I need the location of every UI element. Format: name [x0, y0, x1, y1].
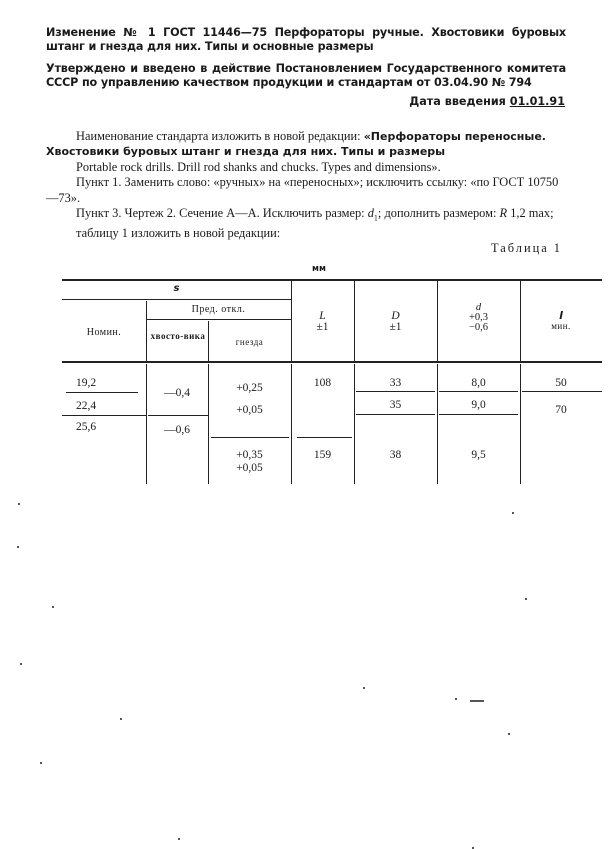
p3-text-b: ; дополнить размером: — [377, 206, 500, 221]
nominal-3: 25,6 — [76, 421, 97, 433]
paragraph-item-1: Пункт 1. Заменить слово: «ручных» на «переносных»; исключить ссылку: «по ГОСТ 10750—73». — [46, 175, 559, 205]
rule-row1-nom — [66, 392, 138, 393]
scan-speck — [512, 512, 514, 514]
D-symbol: D — [391, 310, 400, 322]
paragraph-item-3 — [46, 206, 566, 226]
rule-row2-shank — [148, 415, 208, 416]
table-units: мм — [312, 264, 326, 274]
scan-speck — [120, 718, 122, 720]
d-value-2: 9,0 — [471, 399, 486, 411]
paragraph-title-change — [46, 129, 566, 160]
D-value-2: 35 — [389, 399, 402, 411]
scan-speck — [455, 698, 457, 700]
D-value-3: 38 — [389, 449, 402, 461]
paragraph-english-title: Portable rock drills. Drill rod shanks and chucks. Types and dimensions». — [76, 159, 441, 174]
approval-statement: Утверждено и введено в действие Постановлением Государственного комитета СССР по управлению качеством продукции и стандартам от 03.04.90 № 794 — [46, 62, 566, 89]
header-D — [354, 311, 437, 333]
header-shank: хвосто-вика — [150, 331, 206, 341]
l-value-1: 50 — [555, 377, 567, 389]
rule-l-1 — [522, 391, 602, 392]
rule-under-s — [62, 299, 291, 300]
scan-speck — [178, 838, 180, 840]
scan-speck — [20, 663, 22, 665]
rule-under-tolerance — [146, 319, 291, 320]
nominal-2: 22,4 — [76, 400, 97, 412]
d-tol-lower: −0,6 — [468, 322, 489, 333]
p3-symbol-r: R — [499, 206, 508, 221]
effective-date — [409, 95, 565, 108]
scan-speck — [508, 733, 510, 735]
header-tolerance: Пред. откл. — [191, 304, 246, 315]
chuck-tol-1-upper: +0,25 — [236, 382, 263, 394]
amendment-body — [46, 129, 566, 241]
p3-subscript: 1 — [373, 213, 378, 223]
rule-chuck — [211, 437, 289, 438]
rule-D-2 — [356, 414, 435, 415]
rule-row2-nom — [62, 415, 146, 416]
p3-text-a: Пункт 3. Чертеж 2. Сечение А—А. Исключить размер: — [76, 206, 368, 221]
scan-speck — [470, 700, 484, 702]
date-value: 01.01.91 — [509, 95, 565, 108]
rule-d-2 — [439, 414, 518, 415]
L-symbol: L — [319, 310, 326, 322]
scan-speck — [363, 687, 365, 689]
header-s: s — [173, 283, 180, 294]
scan-speck — [525, 598, 527, 600]
chuck-tol-1 — [208, 377, 291, 421]
header-chuck: гнезда — [235, 337, 264, 347]
paragraph-table-instruction: таблицу 1 изложить в новой редакции: — [76, 225, 281, 240]
header-d — [437, 303, 520, 333]
L-tolerance: ±1 — [316, 321, 329, 333]
header-nominal: Номин. — [86, 327, 122, 338]
amendment-title: Изменение № 1 ГОСТ 11446—75 Перфораторы ручные. Хвостовики буровых штанг и гнезда для них. Типы и основные размеры — [46, 26, 566, 53]
l-value-2: 70 — [555, 404, 567, 416]
rule-L — [297, 437, 352, 438]
chuck-tol-2 — [208, 449, 291, 475]
p3-text-c: 1,2 max; — [507, 206, 554, 221]
p1-lead: Наименование стандарта изложить в новой редакции: — [76, 129, 364, 143]
d-tol-upper: +0,3 — [468, 312, 489, 323]
D-value-1: 33 — [389, 377, 402, 389]
L-value-2: 159 — [313, 449, 332, 461]
scan-speck — [17, 546, 19, 548]
shank-tol-2: —0,6 — [164, 424, 190, 436]
scan-speck — [52, 606, 54, 608]
date-label: Дата введения — [409, 95, 506, 108]
l-note: мин. — [551, 321, 571, 331]
chuck-tol-2-lower: +0,05 — [236, 462, 263, 474]
rule-d-1 — [439, 391, 518, 392]
scan-speck — [40, 762, 42, 764]
nominal-1: 19,2 — [76, 377, 97, 389]
p3-symbol-d: d — [367, 206, 374, 221]
header-L — [291, 311, 354, 333]
L-value-1: 108 — [313, 377, 332, 389]
dimensions-table — [62, 279, 602, 484]
d-value-1: 8,0 — [471, 377, 486, 389]
table-caption: Таблица 1 — [491, 241, 562, 255]
d-value-3: 9,5 — [471, 449, 486, 461]
chuck-tol-1-lower: +0,05 — [236, 404, 263, 416]
l-symbol: l — [559, 309, 563, 322]
d-symbol: d — [475, 302, 482, 313]
rule-D-1 — [356, 391, 435, 392]
p1-new-title: «Перфораторы переносные. Хвостовики буровых штанг и гнезда для них. Типы и размеры — [46, 130, 546, 159]
scan-speck — [18, 503, 20, 505]
shank-tol-1: —0,4 — [164, 387, 190, 399]
D-tolerance: ±1 — [389, 321, 402, 333]
scan-speck — [472, 847, 474, 849]
header-bottom-rule — [62, 361, 602, 363]
chuck-tol-2-upper: +0,35 — [236, 449, 263, 461]
header-l — [520, 311, 602, 331]
